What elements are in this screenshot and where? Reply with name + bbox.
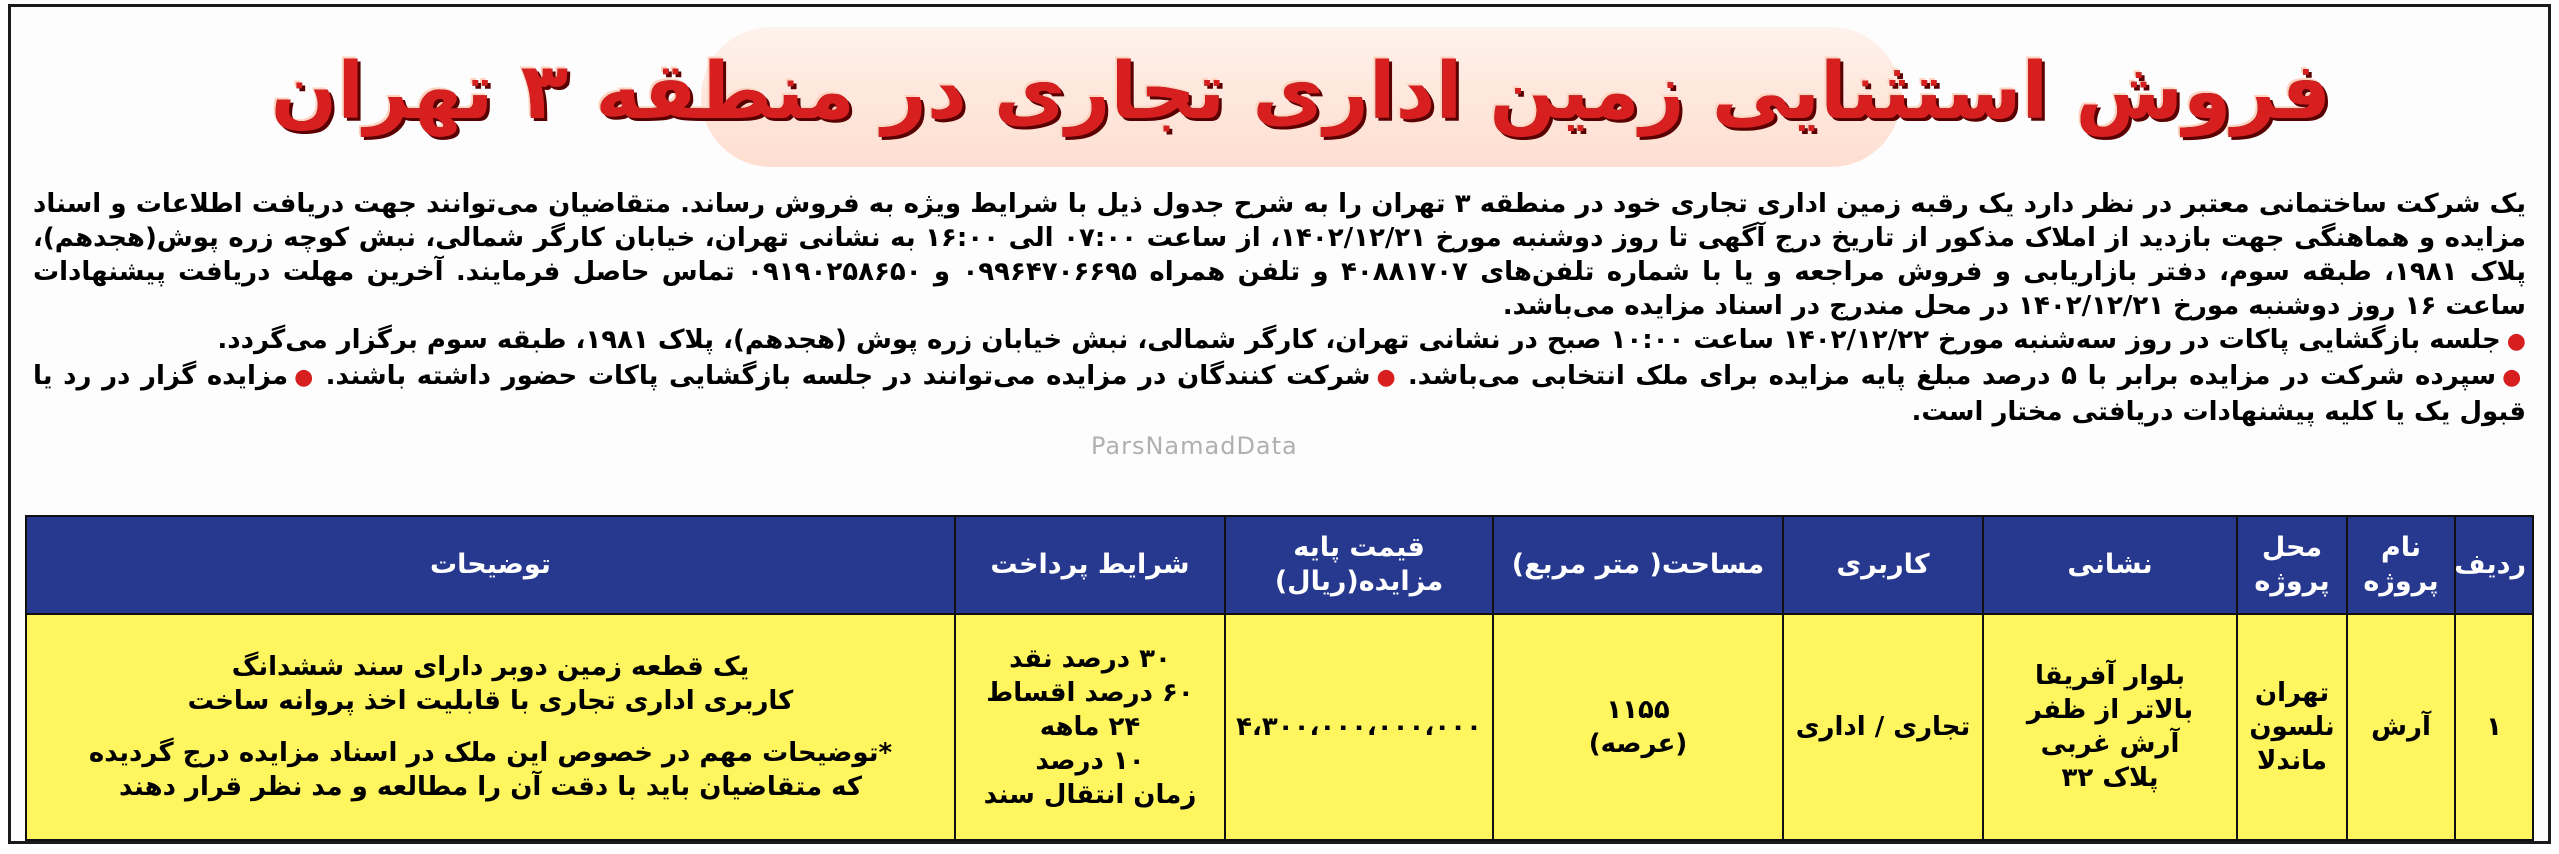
advertisement [8,4,2551,844]
bullet-icon: ● [294,365,315,390]
bullet-icon: ● [2506,329,2526,354]
intro-paragraph: یک شرکت ساختمانی معتبر در نظر دارد یک رقبه زمین اداری تجاری خود در منطقه ۳ تهران را به شرح جدول ذیل با شرایط ویژه به فروش رساند. متقاضیان می‌توانند جهت دریافت اطلاعات و اسناد مزایده و هماهنگی جهت بازدید از املاک مذکور از تاریخ درج آگهی تا روز دوشنبه مورخ ۱۴۰۲/۱۲/۲۱، از ساعت ۰۷:۰۰ الی ۱۶:۰۰ به نشانی تهران، خیابان کارگر شمالی، نبش کوچه زره پوش(هجدهم)، پلاک ۱۹۸۱، طبقه سوم، دفتر بازاریابی و فروش مراجعه و یا با شماره تلفن‌های ۴۰۸۸۱۷۰۷ و تلفن همراه ۰۹۹۶۴۷۰۶۶۹۵ و ۰۹۱۹۰۲۵۸۶۵۰ تماس حاصل فرمایند. آخرین مهلت دریافت پیشنهادات ساعت ۱۶ روز دوشنبه مورخ ۱۴۰۲/۱۲/۲۱ در محل مندرج در اسناد مزایده می‌باشد. [33,189,2526,321]
header-base-price: قیمت پایه مزایده(ریال) [1225,516,1493,614]
header-project-location: محل پروژه [2237,516,2347,614]
cell-area: ۱۱۵۵ (عرصه) [1493,614,1783,840]
auction-table [25,515,2534,841]
rejection-right-text: مزایده گزار در رد یا قبول یک یا کلیه پیشنهادات دریافتی مختار است. [33,361,2526,427]
ad-body [33,187,2526,429]
cell-usage: تجاری / اداری [1783,614,1983,840]
header-payment-terms: شرایط پرداخت [955,516,1225,614]
cell-payment-terms: ۳۰ درصد نقد ۶۰ درصد اقساط ۲۴ ماهه ۱۰ درصد زمان انتقال سند [955,614,1225,840]
bullet-group-deposit [33,359,2526,429]
cell-description: یک قطعه زمین دوبر دارای سند ششدانگ کاربری اداری تجاری با قابلیت اخذ پروانه ساخت *توضیحات مهم در خصوص این ملک در اسناد مزایده درج گردیده که متقاضیان باید با دقت آن را مطالعه و مد نظر قرار دهند [26,614,955,840]
watermark: ParsNamadData [1091,432,1298,460]
header-project-name: نام پروژه [2347,516,2455,614]
header-description: توضیحات [26,516,955,614]
cell-project-name: آرش [2347,614,2455,840]
deposit-text: سپرده شرکت در مزایده برابر با ۵ درصد مبلغ پایه مزایده برای ملک انتخابی می‌باشد. [1407,361,2497,391]
header-area: مساحت( متر مربع) [1493,516,1783,614]
auction-table-wrap [25,515,2534,841]
bullet-icon: ● [2502,365,2523,390]
cell-address: بلوار آفریقا بالاتر از ظفر آرش غربی پلاک ۳۲ [1983,614,2237,840]
header-usage: کاربری [1783,516,1983,614]
title-block [270,17,2332,167]
table-header-row [26,516,2533,614]
cell-row-number: ۱ [2455,614,2533,840]
participants-text: شرکت کنندگان در مزایده می‌توانند در جلسه بازگشایی پاکات حضور داشته باشند. [325,361,1371,391]
cell-project-location: تهران نلسون ماندلا [2237,614,2347,840]
cell-base-price: ۴،۳۰۰،۰۰۰،۰۰۰،۰۰۰ [1225,614,1493,840]
bullet-item-opening-session: ●جلسه بازگشایی پاکات در روز سه‌شنبه مورخ ۱۴۰۲/۱۲/۲۲ ساعت ۱۰:۰۰ صبح در نشانی تهران، کارگر شمالی، نبش خیابان زره پوش (هجدهم)، پلاک ۱۹۸۱، طبقه سوم برگزار می‌گردد. [217,325,2526,355]
bullet-icon: ● [1376,365,1398,390]
spacer [37,718,944,736]
ad-title: فروش استثنایی زمین اداری تجاری در منطقه ۳ تهران [270,47,2332,137]
header-row-number: ردیف [2455,516,2533,614]
table-row [26,614,2533,840]
header-address: نشانی [1983,516,2237,614]
